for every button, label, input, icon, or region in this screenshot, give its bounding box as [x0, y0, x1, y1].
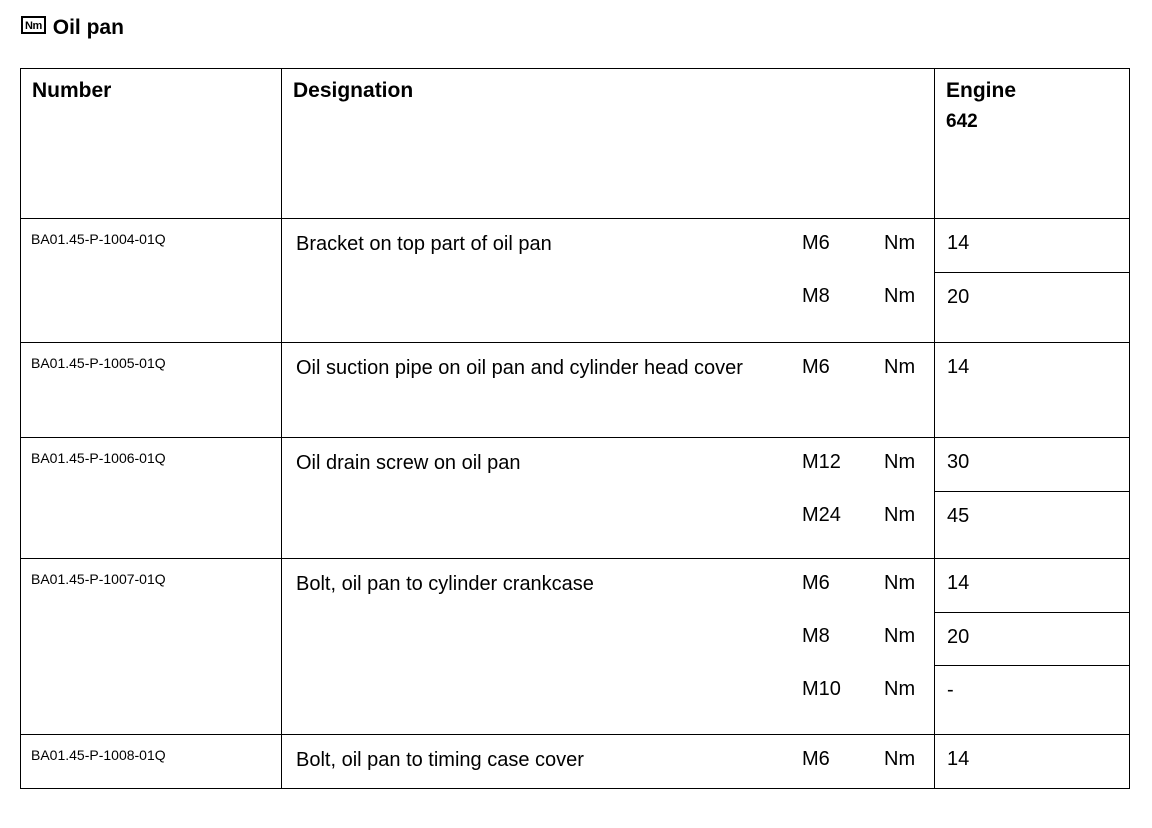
torque-value-row [935, 343, 1129, 396]
spec-line [282, 219, 934, 272]
thread-size: M6 [802, 356, 830, 378]
torque-value-row [935, 665, 1129, 718]
thread-size: M24 [802, 504, 841, 526]
thread-size: M10 [802, 678, 841, 700]
header-engine-code: 642 [946, 111, 978, 132]
part-number: BA01.45-P-1004-01Q [21, 219, 282, 343]
torque-value-row [935, 219, 1129, 272]
spec-line [282, 491, 934, 544]
designation-text: Bolt, oil pan to cylinder crankcase [296, 573, 594, 595]
designation-text: Oil suction pipe on oil pan and cylinder head cover [296, 357, 743, 379]
thread-size: M8 [802, 285, 830, 307]
thread-size: M6 [802, 232, 830, 254]
torque-value: 14 [947, 572, 970, 594]
designation-text: Bolt, oil pan to timing case cover [296, 749, 584, 771]
table-row [21, 343, 1130, 438]
torque-unit: Nm [884, 572, 916, 594]
spec-line [282, 665, 934, 718]
thread-size: M8 [802, 625, 830, 647]
torque-unit: Nm [884, 678, 916, 700]
torque-value: 20 [947, 286, 970, 308]
thread-size: M6 [802, 572, 830, 594]
designation-cell [282, 735, 935, 789]
torque-value-row [935, 272, 1129, 325]
torque-value-row [935, 438, 1129, 491]
header-number: Number [21, 69, 282, 219]
spec-line [282, 735, 934, 788]
designation-cell [282, 343, 935, 438]
torque-value-row [935, 612, 1129, 665]
header-engine-label: Engine [946, 79, 1017, 102]
spec-line [282, 272, 934, 325]
torque-value: 30 [947, 451, 970, 473]
torque-table [20, 68, 1130, 789]
part-number: BA01.45-P-1006-01Q [21, 438, 282, 559]
torque-unit: Nm [884, 285, 916, 307]
torque-value: 20 [947, 626, 970, 648]
torque-unit: Nm [884, 504, 916, 526]
spec-line [282, 438, 934, 491]
thread-size: M6 [802, 748, 830, 770]
table-row [21, 735, 1130, 789]
engine-values-cell [935, 559, 1130, 735]
engine-values-cell [935, 219, 1130, 343]
torque-unit: Nm [884, 748, 916, 770]
spec-line [282, 612, 934, 665]
spec-line [282, 343, 934, 396]
header-engine [935, 69, 1130, 219]
engine-values-cell [935, 343, 1130, 438]
torque-value: 14 [947, 748, 970, 770]
spec-line [282, 559, 934, 612]
torque-value: 14 [947, 232, 970, 254]
part-number: BA01.45-P-1007-01Q [21, 559, 282, 735]
designation-cell [282, 438, 935, 559]
torque-unit: Nm [884, 356, 916, 378]
torque-value-row [935, 491, 1129, 544]
part-number: BA01.45-P-1005-01Q [21, 343, 282, 438]
torque-nm-icon: Nm [21, 16, 46, 34]
torque-value-row [935, 559, 1129, 612]
page-title: Oil pan [52, 16, 124, 39]
designation-text: Oil drain screw on oil pan [296, 452, 521, 474]
table-row [21, 219, 1130, 343]
torque-value-row [935, 735, 1129, 788]
torque-value: 14 [947, 356, 970, 378]
part-number: BA01.45-P-1008-01Q [21, 735, 282, 789]
table-row [21, 438, 1130, 559]
torque-unit: Nm [884, 232, 916, 254]
torque-unit: Nm [884, 451, 916, 473]
torque-unit: Nm [884, 625, 916, 647]
engine-values-cell [935, 438, 1130, 559]
table-header-row [21, 69, 1130, 219]
torque-value: 45 [947, 505, 970, 527]
table-row [21, 559, 1130, 735]
designation-cell [282, 219, 935, 343]
page-heading [21, 13, 124, 43]
engine-values-cell [935, 735, 1130, 789]
designation-cell [282, 559, 935, 735]
designation-text: Bracket on top part of oil pan [296, 233, 552, 255]
thread-size: M12 [802, 451, 841, 473]
header-designation: Designation [282, 69, 935, 219]
torque-value: - [947, 679, 954, 701]
